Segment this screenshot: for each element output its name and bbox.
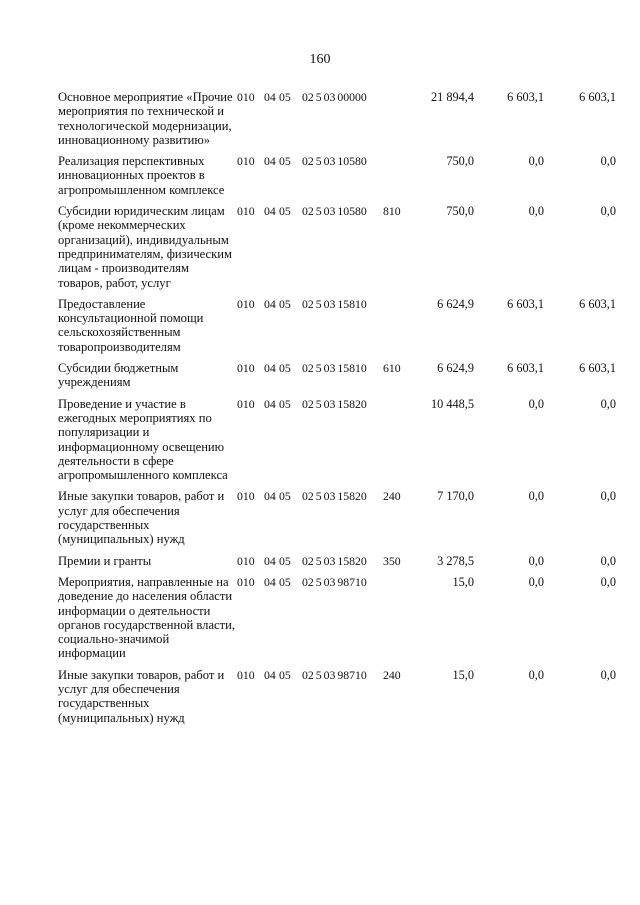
- amount-year-3: 0,0: [600, 204, 616, 219]
- amount-year-3: 0,0: [600, 154, 616, 169]
- amount-year-2: 0,0: [528, 154, 544, 169]
- expense-type-code: 240: [383, 667, 401, 682]
- amount-year-1: 750,0: [446, 154, 474, 169]
- row-description: Проведение и участие в ежегодных мероприятиях по популяризации и информационному освещению деятельности в сфере агропромышленного комплекса: [58, 396, 228, 483]
- budget-table: [0, 90, 640, 732]
- ministry-code: 010: [237, 489, 255, 504]
- subsection-code: 05: [279, 154, 291, 169]
- ministry-code: 010: [237, 574, 255, 589]
- amount-year-2: 0,0: [528, 574, 544, 589]
- target-item-code: 02 5 03 15820: [302, 396, 367, 411]
- amount-year-3: 0,0: [600, 574, 616, 589]
- table-row: [0, 397, 640, 483]
- amount-year-1: 6 624,9: [437, 361, 474, 376]
- row-description: Основное мероприятие «Прочие мероприятия по технической и технологической модернизации, инновационному развитию»: [58, 90, 233, 147]
- target-item-code: 02 5 03 98710: [302, 667, 367, 682]
- section-code: 04: [264, 396, 276, 411]
- expense-type-code: 240: [383, 489, 401, 504]
- row-description: Мероприятия, направленные на доведение до населения области информации о деятельности органов государственной власти, социально-значимой информации: [58, 574, 236, 661]
- amount-year-1: 3 278,5: [437, 553, 474, 568]
- subsection-code: 05: [279, 553, 291, 568]
- subsection-code: 05: [279, 361, 291, 376]
- ministry-code: 010: [237, 296, 255, 311]
- row-description: Иные закупки товаров, работ и услуг для обеспечения государственных (муниципальных) нужд: [58, 667, 225, 725]
- subsection-code: 05: [279, 90, 291, 104]
- amount-year-2: 6 603,1: [507, 90, 544, 104]
- amount-year-3: 6 603,1: [579, 90, 616, 104]
- section-code: 04: [264, 667, 276, 682]
- section-code: 04: [264, 154, 276, 169]
- target-item-code: 02 5 03 15810: [302, 361, 367, 376]
- section-code: 04: [264, 574, 276, 589]
- subsection-code: 05: [279, 667, 291, 682]
- section-code: 04: [264, 90, 276, 104]
- amount-year-2: 6 603,1: [507, 361, 544, 376]
- amount-year-2: 0,0: [528, 553, 544, 568]
- amount-year-2: 0,0: [528, 667, 544, 682]
- amount-year-2: 0,0: [528, 396, 544, 411]
- subsection-code: 05: [279, 574, 291, 589]
- table-row: [0, 154, 640, 197]
- section-code: 04: [264, 296, 276, 311]
- table-row: [0, 297, 640, 354]
- amount-year-3: 6 603,1: [579, 361, 616, 376]
- subsection-code: 05: [279, 296, 291, 311]
- row-description: Премии и гранты: [58, 553, 152, 568]
- expense-type-code: 610: [383, 361, 401, 376]
- table-row: [0, 90, 640, 147]
- amount-year-3: 6 603,1: [579, 296, 616, 311]
- row-description: Предоставление консультационной помощи сельскохозяйственным товаропроизводителям: [58, 296, 204, 354]
- target-item-code: 02 5 03 98710: [302, 574, 367, 589]
- target-item-code: 02 5 03 10580: [302, 154, 367, 169]
- section-code: 04: [264, 553, 276, 568]
- target-item-code: 02 5 03 10580: [302, 204, 367, 219]
- table-row: [0, 204, 640, 290]
- ministry-code: 010: [237, 553, 255, 568]
- target-item-code: 02 5 03 15820: [302, 553, 367, 568]
- section-code: 04: [264, 489, 276, 504]
- amount-year-1: 750,0: [446, 204, 474, 219]
- ministry-code: 010: [237, 90, 255, 104]
- row-description: Иные закупки товаров, работ и услуг для обеспечения государственных (муниципальных) нужд: [58, 489, 225, 547]
- target-item-code: 02 5 03 15820: [302, 489, 367, 504]
- section-code: 04: [264, 204, 276, 219]
- page-number: 160: [309, 52, 331, 67]
- table-row: [0, 668, 640, 725]
- table-row: [0, 575, 640, 661]
- amount-year-2: 0,0: [528, 204, 544, 219]
- ministry-code: 010: [237, 154, 255, 169]
- row-description: Реализация перспективных инновационных проектов в агропромышленном комплексе: [58, 154, 225, 197]
- amount-year-3: 0,0: [600, 667, 616, 682]
- section-code: 04: [264, 361, 276, 376]
- ministry-code: 010: [237, 361, 255, 376]
- expense-type-code: 810: [383, 204, 401, 219]
- target-item-code: 02 5 03 15810: [302, 296, 367, 311]
- amount-year-2: 6 603,1: [507, 296, 544, 311]
- ministry-code: 010: [237, 396, 255, 411]
- amount-year-3: 0,0: [600, 396, 616, 411]
- subsection-code: 05: [279, 396, 291, 411]
- expense-type-code: 350: [383, 553, 401, 568]
- amount-year-2: 0,0: [528, 489, 544, 504]
- table-row: [0, 361, 640, 390]
- amount-year-3: 0,0: [600, 553, 616, 568]
- table-row: [0, 554, 640, 568]
- amount-year-1: 7 170,0: [437, 489, 474, 504]
- subsection-code: 05: [279, 204, 291, 219]
- target-item-code: 02 5 03 00000: [302, 90, 367, 104]
- ministry-code: 010: [237, 667, 255, 682]
- subsection-code: 05: [279, 489, 291, 504]
- ministry-code: 010: [237, 204, 255, 219]
- amount-year-1: 15,0: [452, 667, 474, 682]
- amount-year-1: 6 624,9: [437, 296, 474, 311]
- amount-year-1: 21 894,4: [430, 90, 474, 104]
- amount-year-1: 10 448,5: [430, 396, 474, 411]
- table-row: [0, 489, 640, 546]
- amount-year-3: 0,0: [600, 489, 616, 504]
- row-description: Субсидии юридическим лицам (кроме некоммерческих организаций), индивидуальным предпринимателям, физическим лицам - производителям товаров, работ, услуг: [58, 204, 232, 290]
- amount-year-1: 15,0: [452, 574, 474, 589]
- row-description: Субсидии бюджетным учреждениям: [58, 361, 179, 390]
